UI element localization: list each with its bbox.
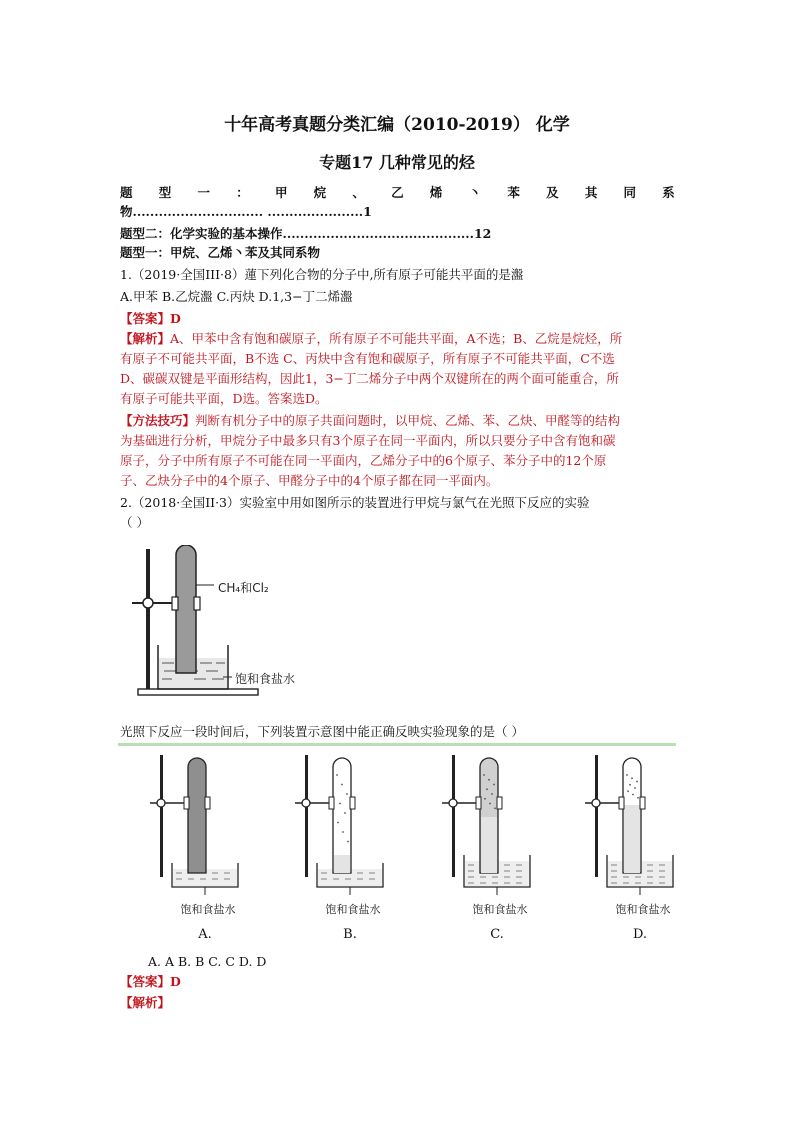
stand-pole (160, 755, 163, 877)
q1-analysis-line-3: D、碳碳双键是平面形结构，因此1，3−丁二烯分子中两个双键所在的两个面可能重合，所 (120, 371, 619, 386)
q2-answer-value: D (170, 974, 181, 989)
q1-options: A.甲苯 B.乙烷瀊 C.丙炔 D.1,3−丁二烯瀊 (120, 289, 353, 304)
q1-method-line-3: 原子，分子中所有原子不可能在同一平面内，乙烯分子中的6个原子、苯分子中的12个原 (120, 453, 607, 468)
q2-prompt: 光照下反应一段时间后，下列装置示意图中能正确反映实验现象的是（ ） (120, 724, 524, 739)
toc-row-1[interactable] (120, 183, 675, 202)
toc-row-1-char: 苯 (507, 185, 520, 200)
divider-line (118, 743, 676, 746)
option-figure-letter: B. (343, 927, 357, 942)
stand-pole (452, 755, 455, 877)
tube-clamp-left (184, 797, 189, 809)
option-figure-label: 饱和食盐水 (180, 903, 236, 916)
q1-answer (120, 309, 181, 328)
option-figure-drawing (422, 755, 542, 895)
stand-pole (595, 755, 598, 877)
tube-clamp-left (172, 597, 178, 610)
option-figure-letter: A. (198, 927, 212, 942)
option-figure-letter: D. (632, 927, 648, 942)
option-figure-drawing (130, 755, 250, 895)
toc-row-1-char: 其 (584, 185, 598, 200)
q2-answer-label: 【答案】 (120, 974, 171, 989)
test-tube (188, 758, 206, 873)
toc-row-1-cont[interactable]: 物.............................. ......................1 (120, 204, 372, 219)
q1-analysis-line-2: 有原子不可能共平面，B不选 C、丙炔中含有饱和碳原子，所有原子不可能共平面，C不选 (120, 351, 615, 366)
section-heading: 题型一：甲烷、乙烯丶苯及其同系物 (120, 245, 321, 260)
q2-stem: 2.（2018·全国II·3）实验室中用如图所示的装置进行甲烷与氯气在光照下反应的实验 (120, 495, 590, 510)
tube-clamp-left (329, 797, 334, 809)
tube-clamp-right (205, 797, 210, 809)
toc-row-1-char: ： (236, 185, 249, 200)
toc-row-1-char: 烯 (429, 185, 443, 200)
toc-row-1-char: 及 (546, 185, 559, 200)
q1-analysis-text-1: A、甲苯中含有饱和碳原子，所有原子不可能共平面，A不选；B、乙烷是烷烃，所 (170, 331, 623, 346)
option-figure-letter: C. (490, 927, 504, 942)
option-figure-label: 饱和食盐水 (615, 903, 671, 916)
toc-row-1-char: 、 (352, 185, 365, 200)
tube-clamp-right (640, 797, 645, 809)
option-figure-drawing (275, 755, 395, 895)
tube-clamp-left (619, 797, 624, 809)
toc-row-1-char: 丶 (468, 185, 482, 200)
toc-row-1-char: 型 (158, 185, 172, 200)
stand-pole (146, 549, 150, 689)
q2-answer (120, 972, 181, 991)
q1-method-line-2: 为基础进行分析，甲烷分子中最多只有3个原子在同一平面内，所以只要分子中含有饱和碳 (120, 433, 616, 448)
q1-answer-value: D (170, 311, 181, 326)
gas-label: CH₄和Cl₂ (218, 581, 269, 595)
stand-pole (305, 755, 308, 877)
option-figure-drawing (565, 755, 685, 895)
clamp-knob (157, 799, 165, 807)
option-figure-b[interactable] (275, 755, 395, 945)
option-figure-a[interactable] (130, 755, 250, 945)
q1-stem: 1.（2019·全国III·8）蓮下列化合物的分子中,所有原子可能共平面的是瀊 (120, 267, 524, 282)
tube-clamp-right (497, 797, 502, 809)
q1-method-line-4: 子、乙炔分子中的4个原子、甲醛分子中的4个原子都在同一平面内。 (120, 473, 499, 488)
q1-answer-label: 【答案】 (120, 311, 171, 326)
q1-method-label: 【方法技巧】 (120, 413, 196, 428)
toc-row-1-char: 系 (662, 185, 675, 200)
q2-options: A. A B. B C. C D. D (148, 954, 267, 969)
toc-row-1-char: 同 (623, 185, 637, 200)
option-figure-c[interactable] (422, 755, 542, 945)
toc-row-1-text (120, 183, 675, 202)
option-figure-label: 饱和食盐水 (325, 903, 381, 916)
toc-row-1-char: 一 (197, 185, 210, 200)
q1-method-line-1 (120, 411, 620, 430)
tube-liquid (624, 805, 640, 873)
tube-clamp-right (350, 797, 355, 809)
liquid-label: 饱和食盐水 (235, 672, 296, 686)
clamp-knob (592, 799, 600, 807)
clamp-knob (302, 799, 310, 807)
stand-base (138, 689, 258, 695)
option-figure-label: 饱和食盐水 (472, 903, 528, 916)
toc-row-2[interactable]: 题型二：化学实验的基本操作............................................12 (120, 226, 492, 241)
tube-clamp-right (194, 597, 200, 610)
clamp-knob (449, 799, 457, 807)
q1-method-text-1: 判断有机分子中的原子共面问题时，以甲烷、乙烯、苯、乙炔、甲醛等的结构 (195, 413, 621, 428)
tube-liquid (481, 817, 497, 873)
toc-row-1-char: 甲 (274, 185, 288, 200)
toc-row-1-char: 烷 (313, 185, 327, 200)
option-figure-d[interactable] (565, 755, 685, 945)
q2-analysis-label: 【解析】 (120, 995, 171, 1010)
q1-analysis-line-1 (120, 329, 622, 348)
toc-row-1-char: 题 (120, 185, 133, 200)
page-title: 十年高考真题分类汇编（2010-2019） 化学 (224, 115, 570, 135)
clamp-knob (143, 598, 153, 608)
test-tube (176, 545, 196, 673)
q1-analysis-line-4: 有原子可能共平面，D选。答案选D。 (120, 391, 328, 406)
tube-liquid (334, 855, 350, 873)
page-subtitle: 专题17 几种常见的烃 (319, 153, 475, 172)
toc-row-1-char: 乙 (391, 185, 404, 200)
q2-paren: （ ） (120, 515, 149, 530)
tube-clamp-left (476, 797, 481, 809)
q1-analysis-label: 【解析】 (120, 331, 171, 346)
